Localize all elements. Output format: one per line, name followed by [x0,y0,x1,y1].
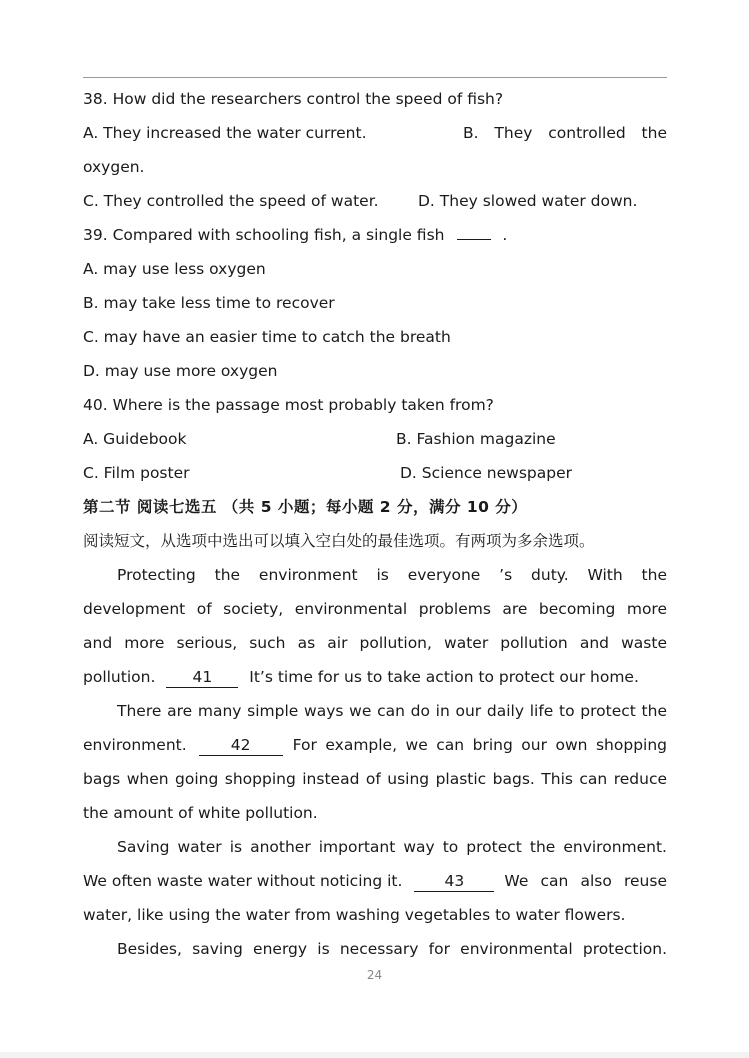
question-39-stem [83,218,667,252]
section-heading: 第二节 阅读七选五 （共 5 小题；每小题 2 分，满分 10 分） [83,498,528,516]
passage-p1-line3: and more serious, such as air pollution, water pollution and waste [83,634,667,652]
passage-p1-line2: development of society, environmental problems are becoming more [83,600,667,618]
passage-text: environment. [83,736,187,754]
passage-text: It’s time for us to take action to protect our home. [249,668,639,686]
option-38-b-continued: oxygen. [83,158,145,176]
passage-text: We can also reuse [504,872,667,890]
question-39-stem-end: . [502,226,508,244]
option-39-c: C. may have an easier time to catch the breath [83,328,451,346]
option-40-c: C. Film poster [83,464,190,482]
passage-p2-line4: the amount of white pollution. [83,804,318,822]
passage-p1-line4 [83,660,667,694]
passage-p1-line1: Protecting the environment is everyone ’s duty. With the [117,566,667,584]
passage-p2-line3: bags when going shopping instead of using plastic bags. This can reduce [83,770,667,788]
question-38-stem: 38. How did the researchers control the speed of fish? [83,90,504,108]
passage-text: pollution. [83,668,156,686]
answer-blank [457,239,491,240]
question-40-options-cd [83,456,667,490]
option-40-a: A. Guidebook [83,430,187,448]
question-38-options-cd [83,184,667,218]
header-rule [83,77,667,78]
option-40-b: B. Fashion magazine [396,430,556,448]
passage-p4-line1: Besides, saving energy is necessary for environmental protection. [117,940,667,958]
passage-p3-line1: Saving water is another important way to protect the environment. [117,838,667,856]
option-39-a: A. may use less oxygen [83,260,266,278]
option-38-a: A. They increased the water current. [83,124,367,142]
question-40-stem: 40. Where is the passage most probably taken from? [83,396,494,414]
question-38-options-ab [83,116,667,150]
option-38-d: D. They slowed water down. [418,192,638,210]
passage-text: We often waste water without noticing it. [83,872,403,890]
page-bottom-edge [0,1052,749,1058]
option-38-c: C. They controlled the speed of water. [83,192,379,210]
option-39-d: D. may use more oxygen [83,362,278,380]
answer-blank-43: 43 [414,871,494,892]
answer-blank-42: 42 [199,735,283,756]
passage-p3-line2 [83,864,667,898]
passage-p3-line3: water, like using the water from washing vegetables to water flowers. [83,906,626,924]
option-39-b: B. may take less time to recover [83,294,335,312]
passage-text: For example, we can bring our own shopping [292,736,667,754]
option-38-b: B. They controlled the [463,124,667,142]
passage-p2-line2 [83,728,667,762]
option-40-d: D. Science newspaper [400,464,572,482]
page-number: 24 [366,968,383,982]
question-39-stem-text: 39. Compared with schooling fish, a single fish [83,226,445,244]
passage-p2-line1: There are many simple ways we can do in our daily life to protect the [117,702,667,720]
question-40-options-ab [83,422,667,456]
answer-blank-41: 41 [166,667,238,688]
section-instruction: 阅读短文，从选项中选出可以填入空白处的最佳选项。有两项为多余选项。 [83,532,595,550]
page-content [83,82,667,966]
